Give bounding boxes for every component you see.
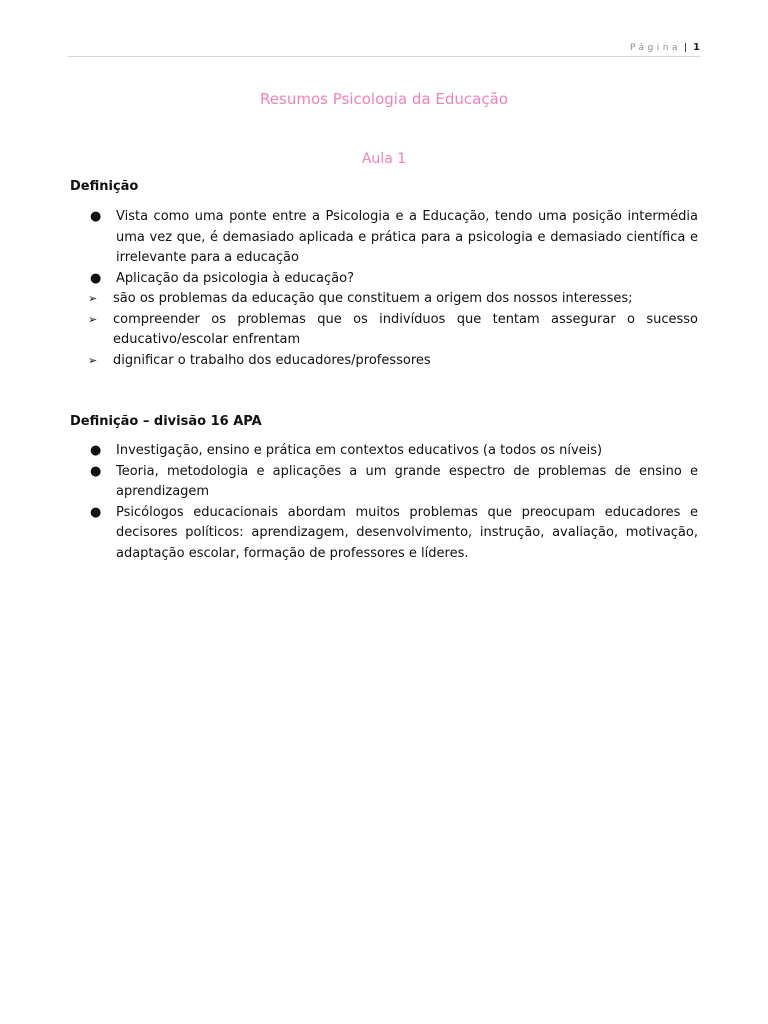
arrow-bullet-icon: ➢	[88, 312, 98, 326]
sub-list-item-text: são os problemas da educação que constituem a origem dos nossos interesses;	[113, 291, 633, 306]
page-indicator	[630, 42, 700, 53]
sub-list-item	[88, 310, 698, 351]
page-label: Página	[630, 43, 681, 53]
list-item-text: Teoria, metodologia e aplicações a um grande espectro de problemas de ensino e aprendizagem	[116, 463, 698, 499]
document-title: Resumos Psicologia da Educação	[260, 90, 508, 108]
sub-bullet-list	[88, 289, 698, 371]
section-apa-body	[88, 441, 698, 564]
list-item	[88, 441, 698, 462]
arrow-bullet-icon: ➢	[88, 292, 98, 305]
list-item	[88, 462, 698, 503]
lesson-subtitle: Aula 1	[361, 151, 407, 167]
page-separator: |	[683, 43, 688, 53]
sub-list-item	[88, 351, 698, 372]
page-number: 1	[693, 42, 700, 53]
list-item-text: Vista como uma ponte entre a Psicologia e a Educação, tendo uma posição intermédia uma vez que, é demasiado aplicada e prática para a psicologia e demasiado científica e irrelevante para a educação	[116, 209, 698, 265]
list-item-text: Investigação, ensino e prática em contextos educativos (a todos os níveis)	[116, 443, 603, 458]
section-definition-body	[88, 207, 698, 371]
list-item	[88, 269, 698, 290]
bullet-dot-icon: ●	[90, 443, 102, 458]
page-header	[68, 36, 700, 57]
bullet-dot-icon: ●	[90, 463, 102, 479]
list-item-text: Psicólogos educacionais abordam muitos problemas que preocupam educadores e decisores políticos: aprendizagem, desenvolvimento, instrução, avaliação, motivação, adaptação escolar, formação de professores e líderes.	[116, 504, 698, 561]
bullet-list	[88, 207, 698, 289]
list-item-text: Aplicação da psicologia à educação?	[116, 270, 354, 286]
sub-list-item-text: compreender os problemas que os indivíduos que tentam assegurar o sucesso educativo/escolar enfrentam	[113, 311, 698, 347]
bullet-dot-icon: ●	[90, 504, 102, 520]
section-heading-apa-division: Definição – divisão 16 APA	[70, 414, 262, 429]
sub-list-item	[88, 289, 698, 310]
list-item	[88, 207, 698, 269]
bullet-list	[88, 441, 698, 564]
arrow-bullet-icon: ➢	[88, 353, 98, 367]
bullet-dot-icon: ●	[90, 209, 102, 224]
bullet-dot-icon: ●	[90, 270, 102, 286]
list-item	[88, 503, 698, 565]
section-heading-definition: Definição	[70, 179, 139, 194]
sub-list-item-text: dignificar o trabalho dos educadores/professores	[113, 352, 431, 368]
